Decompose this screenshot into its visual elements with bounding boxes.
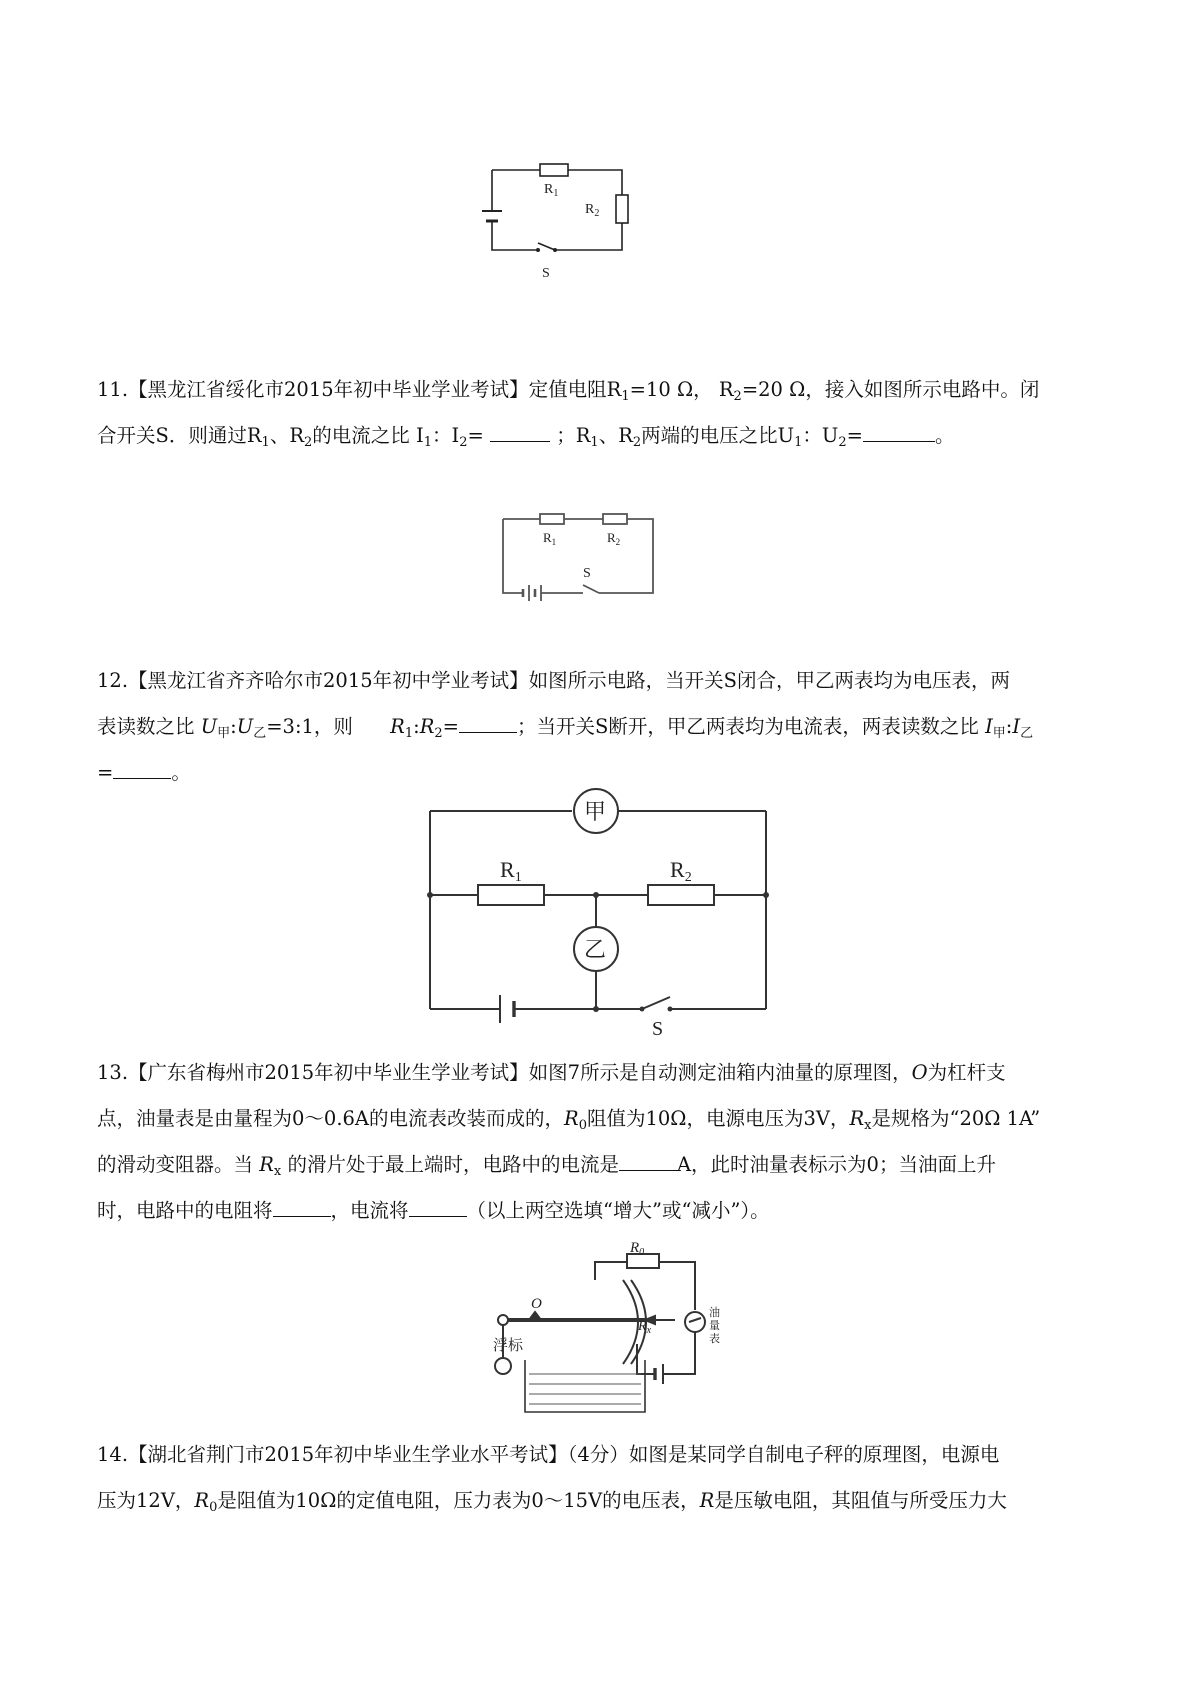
answer-blank-current-change[interactable] (409, 1196, 467, 1217)
oil-gauge-figure-13 (485, 1240, 725, 1420)
r2-label: $R_2$ (585, 202, 600, 219)
question-12: 12.【黑龙江省齐齐哈尔市2015年初中学业考试】如图所示电路，当开关S闭合，甲乙两表均为电压表，两 表读数之比 $U_甲:U_乙=3:1$，则 $R_1:R_2=$ ；当开关S断开，甲乙两表均为电流表，两表读数之比 $I_甲:I_乙$ = 。 (97, 669, 1034, 784)
pivot-o-label: O (531, 1296, 542, 1312)
circuit-figure-11 (495, 505, 665, 610)
r1-label: $R_1$ (543, 530, 557, 547)
switch-label: S (583, 566, 591, 581)
question-13: 13.【广东省梅州市2015年初中毕业生学业考试】如图7所示是自动测定油箱内油量的原理图，O为杠杆支 点，油量表是由量程为0～0.6A的电流表改装而成的，$R_0$阻值为10Ω，电源电压为3V，$R_x$是规格为“20Ω 1A” 的滑动变阻器。当 $R_x$ 的滑片处于最上端时，电路中的电流是 A，此时油量表标示为0；当油面上升 时，电路中的电阻将 ，电流将 （以上两空选填“增大”或“减小”）。 (97, 1061, 1041, 1222)
question-14: 14.【湖北省荆门市2015年初中毕业生学业水平考试】（4分）如图是某同学自制电子秤的原理图，电源电 压为12V，$R_0$是阻值为10Ω的定值电阻，压力表为0～15V的电压表，R是压敏电阻，其阻值与所受压力大 (97, 1443, 1007, 1515)
r2-label: R2 (670, 857, 692, 885)
float-label: 浮标 (493, 1336, 524, 1354)
answer-blank-current[interactable] (619, 1150, 677, 1171)
r1-label: R1 (500, 857, 522, 885)
circuit-figure-12 (420, 785, 780, 1040)
meter-jia-label: 甲 (584, 800, 607, 825)
switch-label: S (652, 1018, 664, 1040)
rx-label: $R_x$ (638, 1319, 652, 1336)
r2-label: $R_2$ (607, 530, 621, 547)
switch-label: S (542, 266, 550, 281)
oil-gauge-label: 油量表 (709, 1306, 720, 1345)
answer-blank-voltage-ratio[interactable] (863, 421, 935, 442)
r0-label: $R_0$ (630, 1240, 645, 1258)
circuit-figure-10 (470, 155, 690, 290)
answer-blank-current-ratio[interactable] (490, 421, 550, 442)
answer-blank-resistance-change[interactable] (273, 1196, 331, 1217)
meter-yi-label: 乙 (584, 938, 607, 963)
r1-label: $R_1$ (544, 182, 559, 199)
answer-blank-resistance-ratio[interactable] (459, 712, 517, 733)
question-11: 11.【黑龙江省绥化市2015年初中毕业学业考试】定值电阻$R_1=10$ Ω， $R_2=20$ Ω，接入如图所示电路中。闭 合开关S．则通过$R_1$、$R_2$的电流之比 $I_1$：$I_2=$ ；$R_1$、$R_2$两端的电压之比$U_1$：$U_2=$ 。 (97, 378, 1040, 450)
answer-blank-current-ratio[interactable] (113, 758, 171, 779)
